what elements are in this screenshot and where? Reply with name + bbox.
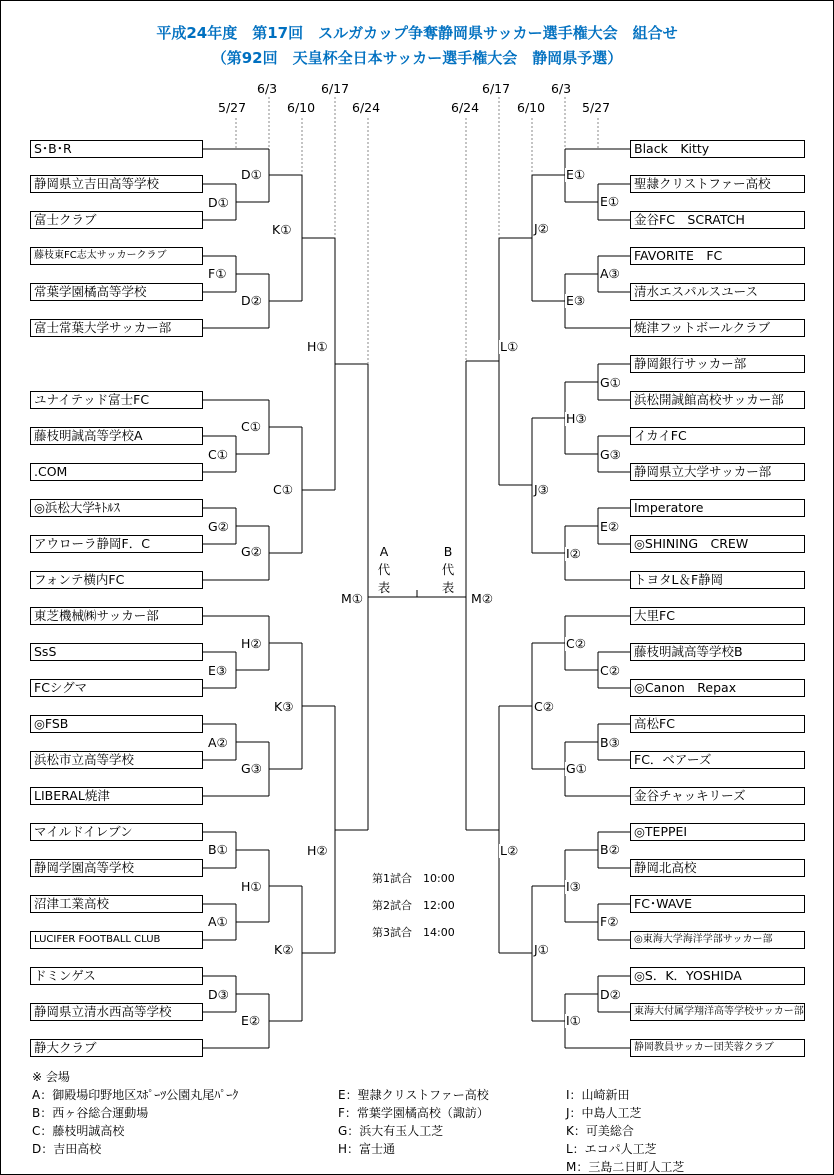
left-team-box: 静岡県立清水西高等学校 <box>30 1003 203 1021</box>
right-team-box: 静岡銀行サッカー部 <box>630 355 805 373</box>
right-team-box: ◎TEPPEI <box>630 823 805 841</box>
left-match-label: G② <box>208 519 229 534</box>
right-match-label: E① <box>566 167 586 182</box>
venue-item: D：吉田高校 <box>32 1142 102 1156</box>
left-match-label: A① <box>208 914 228 929</box>
left-team-box: LUCIFER FOOTBALL CLUB <box>30 931 203 949</box>
left-team-box: ◎浜松大学ｷﾄﾙｽ <box>30 499 203 517</box>
left-match-label: C① <box>273 482 293 497</box>
left-match-label: G③ <box>241 761 262 776</box>
right-match-label: J① <box>534 942 549 957</box>
left-match-label: D② <box>241 293 262 308</box>
left-team-box: 静大クラブ <box>30 1039 203 1057</box>
right-team-box: FC･WAVE <box>630 895 805 913</box>
venue-item: G：浜大有玉人工芝 <box>338 1124 444 1138</box>
right-team-box: FAVORITE FC <box>630 247 805 265</box>
left-match-label: A② <box>208 735 228 750</box>
right-match-label: A③ <box>600 266 620 281</box>
left-team-box: LIBERAL焼津 <box>30 787 203 805</box>
left-team-box: 常葉学園橘高等学校 <box>30 283 203 301</box>
left-match-label: H② <box>307 843 328 858</box>
right-team-box: 静岡県立大学サッカー部 <box>630 463 805 481</box>
right-match-label: E③ <box>566 293 586 308</box>
venue-item: K：可美総合 <box>566 1124 634 1138</box>
left-team-box: SsS <box>30 643 203 661</box>
round-date: 5/27 <box>218 100 247 115</box>
right-team-box: FC．ベアーズ <box>630 751 805 769</box>
venue-item: H：富士通 <box>338 1142 396 1156</box>
left-match-label: D③ <box>208 987 229 1002</box>
right-team-box: Black Kitty <box>630 140 805 158</box>
right-team-box: 静岡北高校 <box>630 859 805 877</box>
round-date: 6/10 <box>517 100 546 115</box>
left-match-label: F① <box>208 266 227 281</box>
right-match-label: B② <box>600 842 620 857</box>
round-date: 6/10 <box>287 100 316 115</box>
left-match-label: H① <box>307 339 328 354</box>
round-date: 6/24 <box>451 100 480 115</box>
b-representative-char: B <box>443 544 453 559</box>
right-match-label: E② <box>600 519 620 534</box>
left-match-label: E② <box>241 1013 261 1028</box>
venue-item: J：中島人工芝 <box>566 1106 642 1120</box>
right-match-label: M② <box>471 591 493 606</box>
left-team-box: マイルドイレブン <box>30 823 203 841</box>
venue-item: B：西ヶ谷総合運動場 <box>32 1106 149 1120</box>
left-match-label: M① <box>341 591 363 606</box>
right-team-box: 高松FC <box>630 715 805 733</box>
left-team-box: ドミンゲス <box>30 967 203 985</box>
right-team-box: 清水エスパルスユース <box>630 283 805 301</box>
left-team-box: 東芝機械㈱サッカー部 <box>30 607 203 625</box>
venue-item: E：聖隷クリストファー高校 <box>338 1088 489 1102</box>
right-match-label: H③ <box>566 411 587 426</box>
right-match-label: G① <box>566 761 587 776</box>
left-match-label: D① <box>241 167 262 182</box>
b-representative-char: 表 <box>441 580 455 595</box>
right-match-label: I② <box>566 546 581 561</box>
right-match-label: F② <box>600 914 619 929</box>
left-match-label: G② <box>241 544 262 559</box>
right-team-box: ◎SHINING CREW <box>630 535 805 553</box>
left-team-box: フォンテ横内FC <box>30 571 203 589</box>
round-date: 6/3 <box>551 81 572 96</box>
right-match-label: B③ <box>600 735 620 750</box>
left-team-box: 藤枝明誠高等学校A <box>30 427 203 445</box>
a-representative-char: 代 <box>377 562 391 577</box>
right-match-label: G③ <box>600 447 621 462</box>
venue-item: A：御殿場印野地区ｽﾎﾟｰﾂ公園丸尾ﾊﾟｰｸ <box>32 1088 239 1102</box>
left-match-label: B① <box>208 842 228 857</box>
left-match-label: H① <box>241 879 262 894</box>
left-team-box: 富士クラブ <box>30 211 203 229</box>
right-match-label: L① <box>500 339 519 354</box>
right-team-box: イカイFC <box>630 427 805 445</box>
right-team-box: ◎S．K．YOSHIDA <box>630 967 805 985</box>
left-team-box: 浜松市立高等学校 <box>30 751 203 769</box>
right-match-label: C② <box>600 663 620 678</box>
page-title: 平成24年度 第17回 スルガカップ争奪静岡県サッカー選手権大会 組合せ <box>156 24 678 42</box>
page-subtitle: （第92回 天皇杯全日本サッカー選手権大会 静岡県予選） <box>211 49 623 67</box>
right-match-label: G① <box>600 375 621 390</box>
round-date: 6/24 <box>352 100 381 115</box>
right-match-label: I③ <box>566 879 581 894</box>
left-team-box: S･B･R <box>30 140 203 158</box>
left-match-label: C① <box>241 419 261 434</box>
left-team-box: 富士常葉大学サッカー部 <box>30 319 203 337</box>
left-team-box: ユナイテッド富士FC <box>30 391 203 409</box>
left-team-box: ◎FSB <box>30 715 203 733</box>
a-representative-char: 表 <box>377 580 391 595</box>
right-team-box: 聖隷クリストファー高校 <box>630 175 805 193</box>
left-team-box: 沼津工業高校 <box>30 895 203 913</box>
b-representative-char: 代 <box>441 562 455 577</box>
right-team-box: ◎Canon Repax <box>630 679 805 697</box>
right-match-label: L② <box>500 843 519 858</box>
left-match-label: K③ <box>274 699 294 714</box>
right-match-label: E① <box>600 194 620 209</box>
venue-item: F：常葉学園橘高校（諏訪） <box>338 1106 489 1120</box>
match-time: 第2試合 12:00 <box>372 899 455 912</box>
right-team-box: 金谷FC SCRATCH <box>630 211 805 229</box>
right-team-box: Imperatore <box>630 499 805 517</box>
left-team-box: アウローラ静岡F．C <box>30 535 203 553</box>
left-team-box: .COM <box>30 463 203 481</box>
left-team-box: 静岡学園高等学校 <box>30 859 203 877</box>
left-match-label: E③ <box>208 663 228 678</box>
venue-item: L：エコパ人工芝 <box>566 1142 657 1156</box>
match-time: 第1試合 10:00 <box>372 872 455 885</box>
venue-item: M：三島二日町人工芝 <box>566 1160 685 1174</box>
right-team-box: 藤枝明誠高等学校B <box>630 643 805 661</box>
right-team-box: 静岡教員サッカー団芙蓉クラブ <box>630 1039 805 1057</box>
right-team-box: 金谷チャッキリーズ <box>630 787 805 805</box>
right-match-label: D② <box>600 987 621 1002</box>
left-team-box: 静岡県立吉田高等学校 <box>30 175 203 193</box>
left-match-label: D① <box>208 195 229 210</box>
right-match-label: J③ <box>534 482 549 497</box>
left-match-label: C① <box>208 447 228 462</box>
right-team-box: 焼津フットボールクラブ <box>630 319 805 337</box>
right-team-box: トヨタL＆F静岡 <box>630 571 805 589</box>
left-team-box: FCシグマ <box>30 679 203 697</box>
right-team-box: ◎東海大学海洋学部サッカー部 <box>630 931 805 949</box>
left-match-label: H② <box>241 636 262 651</box>
round-date: 5/27 <box>582 100 611 115</box>
venue-heading: ※ 会場 <box>32 1070 70 1084</box>
round-date: 6/3 <box>257 81 278 96</box>
match-time: 第3試合 14:00 <box>372 926 455 939</box>
left-match-label: K① <box>272 222 292 237</box>
right-match-label: I① <box>566 1013 581 1028</box>
left-match-label: K② <box>274 942 294 957</box>
venue-item: I：山崎新田 <box>566 1088 630 1102</box>
venue-item: C：藤枝明誠高校 <box>32 1124 125 1138</box>
right-match-label: C② <box>566 636 586 651</box>
right-team-box: 大里FC <box>630 607 805 625</box>
a-representative-char: A <box>379 544 389 559</box>
round-date: 6/17 <box>321 81 350 96</box>
round-date: 6/17 <box>482 81 511 96</box>
right-team-box: 浜松開誠館高校サッカー部 <box>630 391 805 409</box>
right-team-box: 東海大付属学翔洋高等学校サッカー部 <box>630 1003 805 1021</box>
right-match-label: C② <box>534 699 554 714</box>
left-team-box: 藤枝東FC志太サッカークラブ <box>30 247 203 265</box>
right-match-label: J② <box>534 221 549 236</box>
